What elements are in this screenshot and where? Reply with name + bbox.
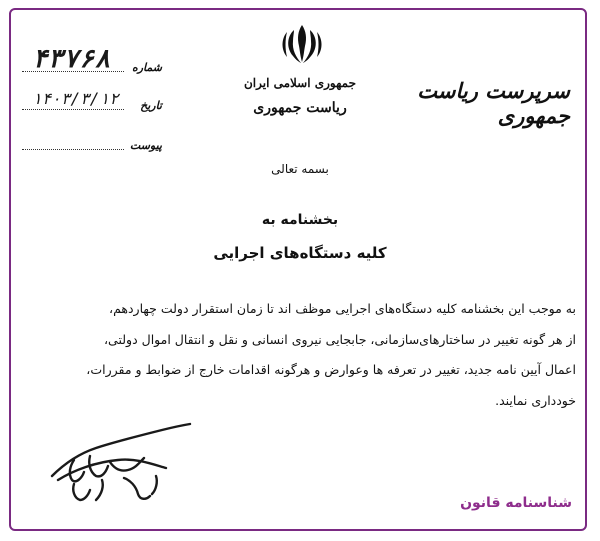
number-label: شماره bbox=[131, 61, 162, 74]
date-line bbox=[22, 109, 124, 110]
handwritten-signature bbox=[44, 420, 194, 506]
body-line: به موجب این بخشنامه کلیه دستگاه‌های اجرایی موظف اند تا زمان استقرار دولت چهاردهم، bbox=[109, 301, 576, 316]
body-line: از هر گونه تغییر در ساختارهای‌سازمانی، جابجایی نیروی انسانی و نقل و انتقال اموال دولتی، bbox=[104, 331, 576, 347]
number-row bbox=[22, 44, 162, 78]
attachment-label: پیوست bbox=[129, 139, 162, 152]
body-line: خودداری نمایند. bbox=[495, 392, 576, 408]
brand-watermark: شناسنامه قانون bbox=[460, 495, 572, 511]
salutation: بسمه تعالی bbox=[271, 162, 329, 176]
body-line: اعمال آیین نامه جدید، تغییر در تعرفه ها وعوارض و هرگونه اقدامات خارج از ضوابط و مقررات، bbox=[86, 362, 576, 377]
circular-title: بخشنامه به bbox=[261, 212, 339, 228]
attachment-row bbox=[22, 130, 162, 156]
letter-body bbox=[24, 294, 576, 416]
org-name: جمهوری اسلامی ایران bbox=[243, 76, 357, 90]
supervisor-title: سرپرست ریاست جمهوری bbox=[417, 78, 570, 128]
circular-recipient: کلیه دستگاه‌های اجرایی bbox=[213, 244, 387, 262]
date-row bbox=[22, 90, 162, 116]
letter-date: ۱۴۰۳/۳/۱۲ bbox=[32, 89, 119, 108]
attachment-line bbox=[22, 149, 124, 150]
org-department: ریاست جمهوری bbox=[253, 100, 347, 116]
iran-emblem-icon bbox=[276, 22, 328, 66]
date-label: تاریخ bbox=[140, 99, 162, 112]
letter-number: ۴۳۷۶۸ bbox=[32, 44, 111, 74]
